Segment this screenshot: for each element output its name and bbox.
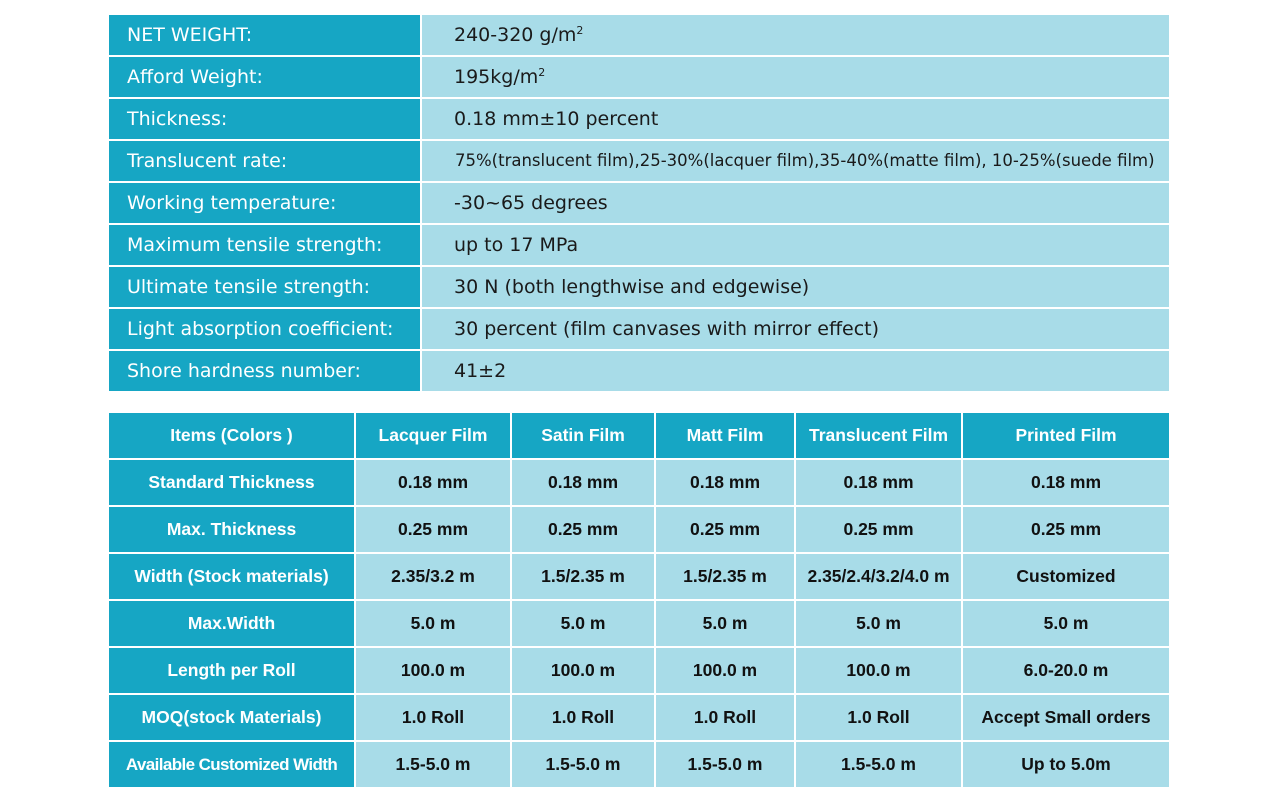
row-label: Width (Stock materials) (109, 554, 354, 599)
spec-label: Light absorption coefficient: (109, 309, 420, 349)
table-cell: 0.18 mm (796, 460, 961, 505)
spec-value: up to 17 MPa (422, 225, 1169, 265)
row-label: Length per Roll (109, 648, 354, 693)
table-cell: 1.0 Roll (796, 695, 961, 740)
row-label: Max.Width (109, 601, 354, 646)
table-row (109, 648, 1169, 693)
table-cell: 0.18 mm (656, 460, 794, 505)
table-cell: 1.5-5.0 m (356, 742, 510, 787)
column-header-satin: Satin Film (512, 413, 654, 458)
table-cell: Accept Small orders (963, 695, 1169, 740)
table-cell: 0.25 mm (796, 507, 961, 552)
row-label: Max. Thickness (109, 507, 354, 552)
superscript: 2 (576, 24, 584, 37)
spec-label: Thickness: (109, 99, 420, 139)
table-cell: 5.0 m (356, 601, 510, 646)
spec-value: -30~65 degrees (422, 183, 1169, 223)
table-cell: 1.5-5.0 m (512, 742, 654, 787)
table-cell: Up to 5.0m (963, 742, 1169, 787)
column-header-lacquer: Lacquer Film (356, 413, 510, 458)
spec-value: 75%(translucent film),25-30%(lacquer film),35-40%(matte film), 10-25%(suede film) (422, 141, 1169, 181)
table-cell: 0.25 mm (356, 507, 510, 552)
table-cell: 5.0 m (796, 601, 961, 646)
table-cell: 0.25 mm (963, 507, 1169, 552)
spec-label: Maximum tensile strength: (109, 225, 420, 265)
table-cell: 0.18 mm (512, 460, 654, 505)
table-cell: 1.5/2.35 m (512, 554, 654, 599)
spec-row-shore-hardness (109, 351, 1169, 391)
table-row (109, 460, 1169, 505)
table-cell: 6.0-20.0 m (963, 648, 1169, 693)
spec-label: Working temperature: (109, 183, 420, 223)
spec-label: Shore hardness number: (109, 351, 420, 391)
row-label: MOQ(stock Materials) (109, 695, 354, 740)
spec-row-afford-weight (109, 57, 1169, 97)
table-cell: 100.0 m (656, 648, 794, 693)
table-cell: 100.0 m (512, 648, 654, 693)
table-cell: 1.0 Roll (512, 695, 654, 740)
table-cell: 1.5-5.0 m (656, 742, 794, 787)
table-cell: 2.35/2.4/3.2/4.0 m (796, 554, 961, 599)
spec-row-net-weight (109, 15, 1169, 55)
table-header-row (109, 413, 1169, 458)
table-row (109, 601, 1169, 646)
spec-value: 240-320 $g/m^2$ (422, 15, 1169, 55)
table-row (109, 507, 1169, 552)
column-header-matt: Matt Film (656, 413, 794, 458)
film-comparison-table (109, 413, 1169, 787)
table-cell: 1.0 Roll (656, 695, 794, 740)
spec-label: Ultimate tensile strength: (109, 267, 420, 307)
table-cell: 0.18 mm (356, 460, 510, 505)
spec-row-thickness (109, 99, 1169, 139)
spec-row-translucent-rate (109, 141, 1169, 181)
row-label: Available Customized Width (109, 742, 354, 787)
table-cell: 1.5-5.0 m (796, 742, 961, 787)
table-cell: 2.35/3.2 m (356, 554, 510, 599)
spec-value: $195kg/m^2$ (422, 57, 1169, 97)
table-cell: 100.0 m (356, 648, 510, 693)
spec-row-working-temperature (109, 183, 1169, 223)
spec-row-ultimate-tensile-strength (109, 267, 1169, 307)
column-header-printed: Printed Film (963, 413, 1169, 458)
table-cell: 0.25 mm (656, 507, 794, 552)
spec-value: 41±2 (422, 351, 1169, 391)
table-cell: 0.18 mm (963, 460, 1169, 505)
table-row (109, 742, 1169, 787)
table-cell: 0.25 mm (512, 507, 654, 552)
spec-row-light-absorption (109, 309, 1169, 349)
row-label: Standard Thickness (109, 460, 354, 505)
spec-value: 0.18 mm±10 percent (422, 99, 1169, 139)
spec-value: 30 N (both lengthwise and edgewise) (422, 267, 1169, 307)
table-cell: 1.0 Roll (356, 695, 510, 740)
table-cell: 1.5/2.35 m (656, 554, 794, 599)
table-cell: 100.0 m (796, 648, 961, 693)
spec-value: 30 percent (film canvases with mirror effect) (422, 309, 1169, 349)
table-row (109, 695, 1169, 740)
column-header-translucent: Translucent Film (796, 413, 961, 458)
spec-label: Afford Weight: (109, 57, 420, 97)
superscript: 2 (538, 66, 546, 79)
table-cell: 5.0 m (656, 601, 794, 646)
table-cell: 5.0 m (963, 601, 1169, 646)
table-cell: Customized (963, 554, 1169, 599)
spec-row-max-tensile-strength (109, 225, 1169, 265)
column-header-items: Items (Colors ) (109, 413, 354, 458)
table-cell: 5.0 m (512, 601, 654, 646)
spec-label: NET WEIGHT: (109, 15, 420, 55)
table-row (109, 554, 1169, 599)
spec-label: Translucent rate: (109, 141, 420, 181)
spec-table (109, 15, 1169, 391)
